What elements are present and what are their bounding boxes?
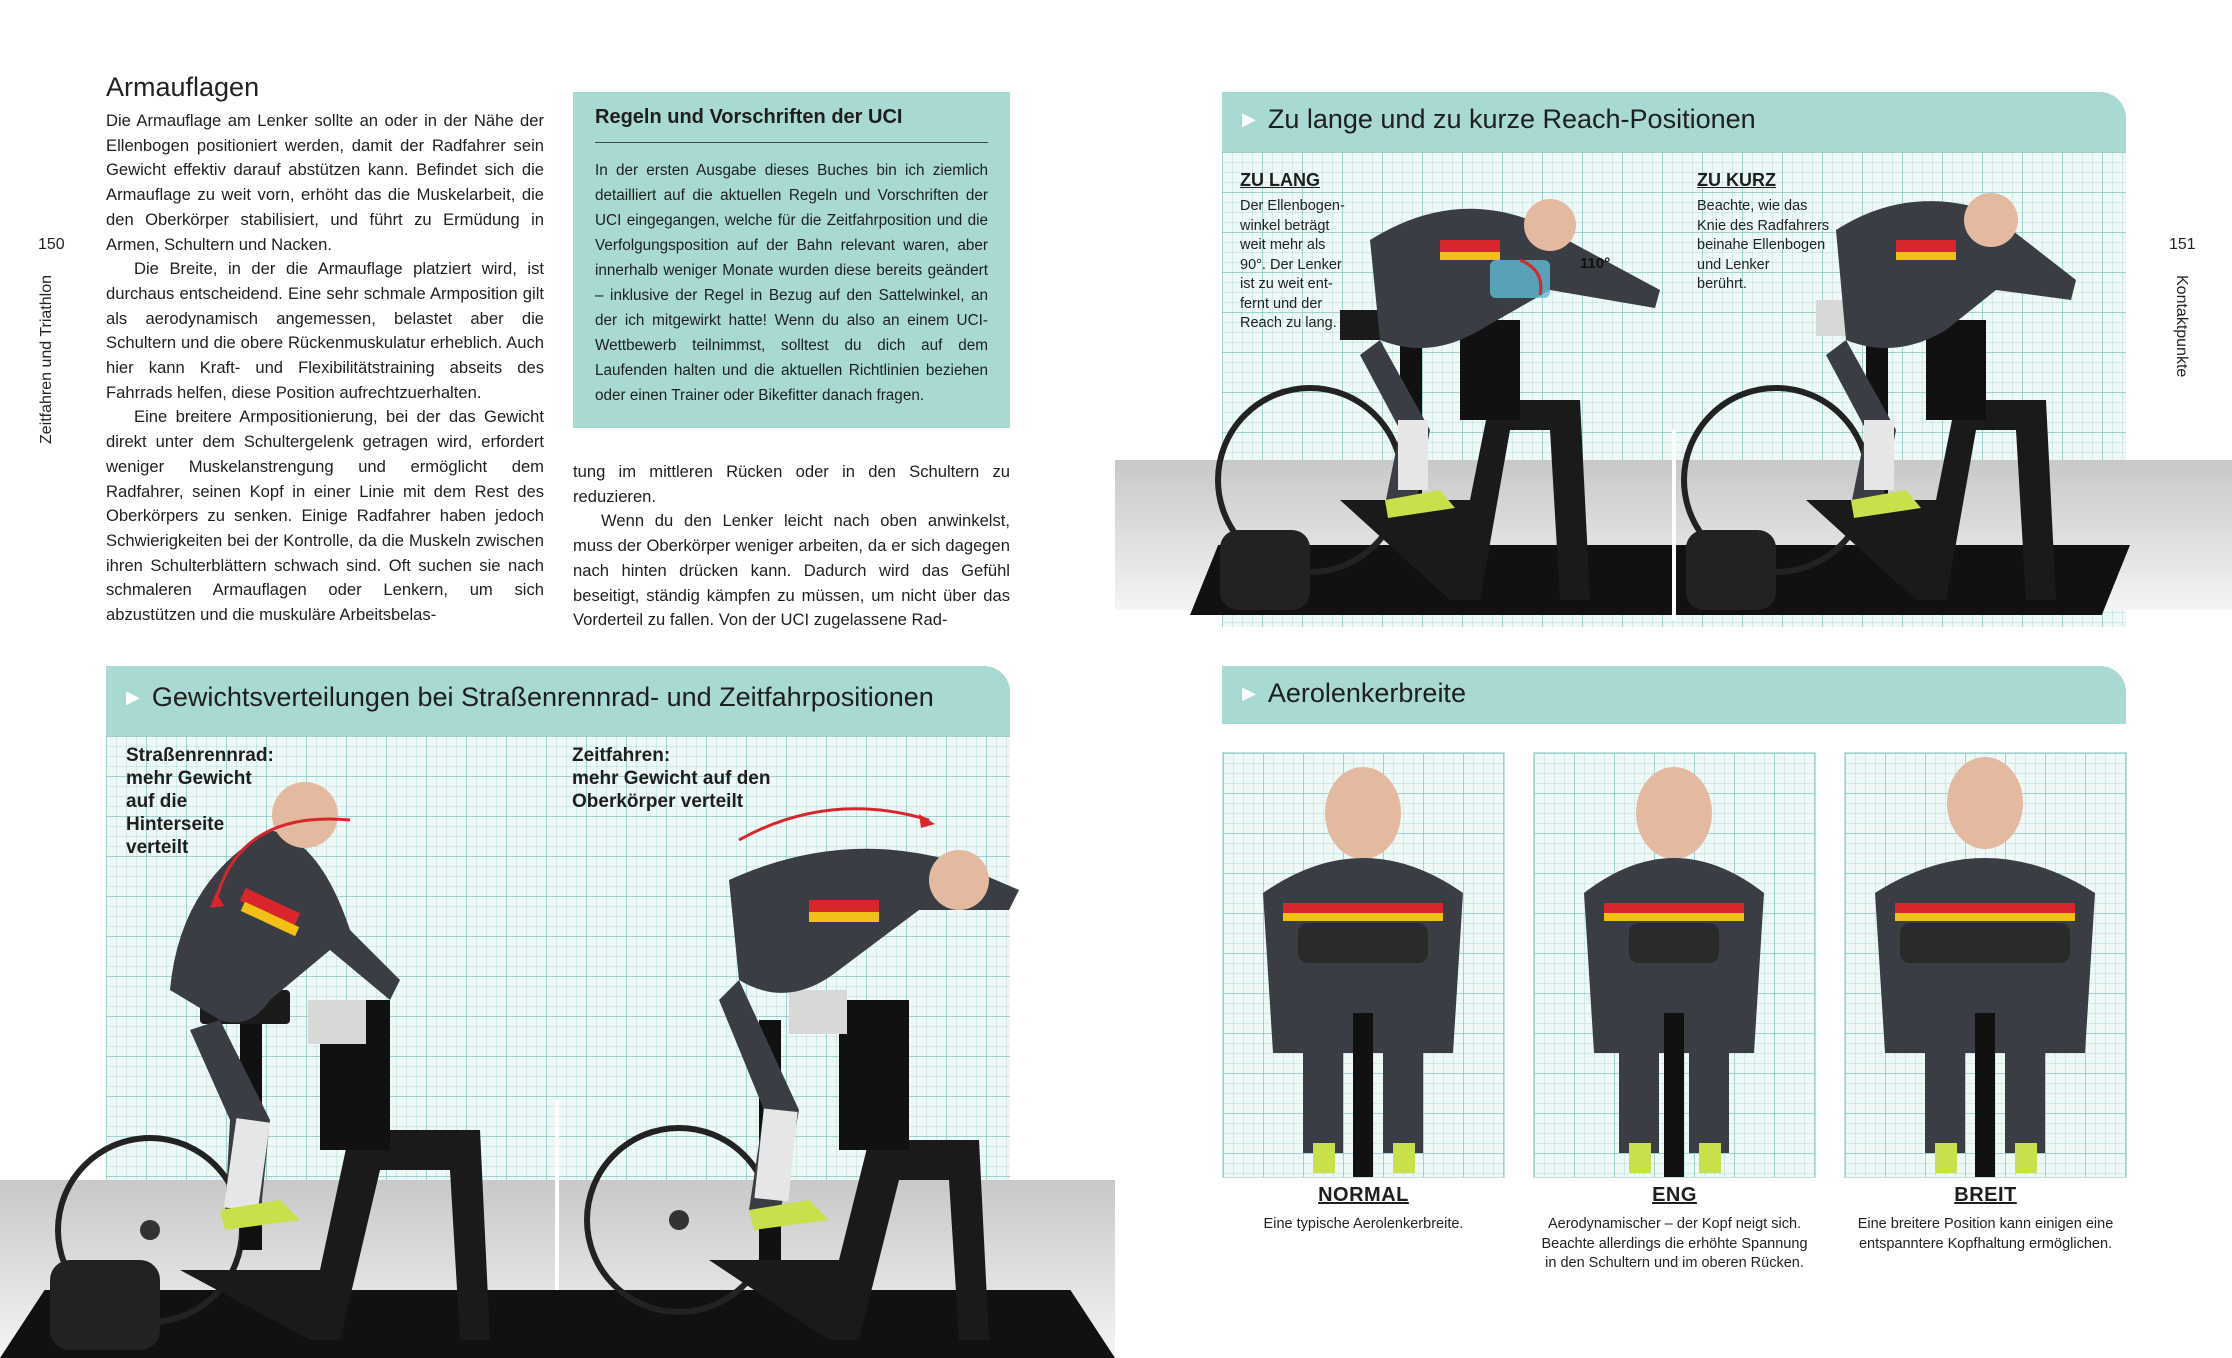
aero-photo-narrow <box>1533 752 1816 1178</box>
aero-caption-narrow: ENG Aerodynamischer – der Kopf neigt sich. Beachte allerdings die erhöhte Spannung in den Schultern und im oberen Rücken. <box>1523 1184 1826 1274</box>
reach-panel-title: ▶ Zu lange und zu kurze Reach-Positionen <box>1242 104 1756 134</box>
label-road-position: Straßenrennrad: mehr Gewicht auf die Hinterseite verteilt <box>126 745 274 858</box>
adjustment-plate <box>308 1000 366 1044</box>
paragraph: Die Breite, in der die Armauflage platziert wird, ist durchaus entscheidend. Eine sehr schmale Armposition gilt als aerodynamisch angemessen, belastet aber die Schultern und die obere Rückenmuskulatur erheblich. Auch hier kann Kraft- und Flexibilitätstraining abseits des Fahrrads helfen, diese Position aufrechtzuerhalten. <box>106 259 544 402</box>
rider-head <box>272 782 338 848</box>
aero-caption-head: BREIT <box>1954 1184 2017 1206</box>
tt-position-photo <box>559 780 1059 1358</box>
too-long-caption: ZU LANG Der Ellenbogen- winkel beträgt weit mehr als 90°. Der Lenker ist zu weit ent- fernt und der Reach zu lang. <box>1240 170 1345 331</box>
uci-info-box <box>573 92 1010 428</box>
fitting-bike-frame <box>180 1130 490 1340</box>
fitting-bike-frame <box>709 1140 989 1340</box>
aero-caption-normal: NORMAL Eine typische Aerolenkerbreite. <box>1222 1184 1505 1235</box>
too-short-caption: ZU KURZ Beachte, wie das Knie des Radfahrers beinahe Ellenbogen und Lenker berührt. <box>1697 170 1830 292</box>
running-head-right: Kontaktpunkte <box>2173 275 2190 378</box>
aero-photo-wide <box>1844 752 2127 1178</box>
reach-panel-header <box>1222 92 2126 152</box>
page-number-right: 151 <box>2169 236 2196 253</box>
aero-panel-header <box>1222 666 2126 724</box>
text-column-2 <box>573 460 1010 633</box>
aero-panel-title: ▶ Aerolenkerbreite <box>1242 678 1466 708</box>
paragraph: Eine breitere Armpositionierung, bei der das Gewicht direkt unter dem Schultergelenk getragen wird, erfordert weniger Muskelanstrengung und ermöglicht dem Radfahrer, seinen Kopf in einer Linie mit dem Rest des Oberkörpers zu senken. Einige Radfahrer haben jedoch Schwierigkeiten bei der Kontrolle, da die Muskeln zwischen ihren Schulterblättern schwach sind. Oft suchen sie nach schmaleren Armauflagen oder Lenkern, um sich abzustützen und die muskuläre Arbeitsbelas- <box>106 407 544 625</box>
aero-caption-head: ENG <box>1652 1184 1697 1206</box>
too-long-head: ZU LANG <box>1240 170 1320 190</box>
rider-head <box>929 850 989 910</box>
triangle-icon: ▶ <box>1242 109 1256 129</box>
uci-box-text: In der ersten Ausgabe dieses Buches bin ich ziemlich detailliert auf die aktuellen Regeln und Vorschriften der UCI eingegangen, welche für die Zeitfahrposition und die Verfolgungsposition auf der Bahn relevant waren, aber innerhalb weniger Monate wurden diese bereits geändert – inklusive der Regel in Bezug auf den Sattelwinkel, an der ich mitgewirkt hatte! Wenn du also an einem UCI-Wettbewerb teilnimmst, solltest du dich auf dem Laufenden halten und die aktuellen Richtlinien beziehen oder einen Trainer oder Bikefitter danach fragen. <box>595 162 988 404</box>
trainer-unit <box>50 1260 160 1350</box>
aero-photo-normal <box>1222 752 1505 1178</box>
too-short-head: ZU KURZ <box>1697 170 1776 190</box>
page-number-left: 150 <box>38 236 65 253</box>
running-head-left: Zeitfahren und Triathlon <box>38 275 55 444</box>
uci-box-title: Regeln und Vorschriften der UCI <box>595 106 903 128</box>
triangle-icon: ▶ <box>126 687 140 707</box>
paragraph: Die Armauflage am Lenker sollte an oder in der Nähe der Ellenbogen positioniert werden, damit der Radfahrer sein Gewicht effektiv darauf abstützen kann. Befindet sich die Armauflage zu weit vorn, erhöht das die Muskelarbeit, die den Oberkörper stabilisiert, und führt zu Ermüdung in Armen, Schultern und Nacken. <box>106 111 544 254</box>
adjustment-plate <box>789 990 847 1034</box>
aero-caption-head: NORMAL <box>1318 1184 1409 1206</box>
label-tt-position: Zeitfahren: mehr Gewicht auf den Oberkörper verteilt <box>572 745 771 812</box>
text-column-1 <box>106 109 544 628</box>
road-position-photo <box>20 700 560 1358</box>
elbow-angle-label: 110° <box>1580 255 1611 272</box>
paragraph: tung im mittleren Rücken oder in den Schultern zu reduzieren. <box>573 462 1010 506</box>
weight-arrow-tt <box>739 809 929 840</box>
aero-caption-wide: BREIT Eine breitere Position kann einigen eine entspanntere Kopfhaltung ermöglichen. <box>1834 1184 2137 1254</box>
section-heading: Armauflagen <box>106 72 260 102</box>
paragraph: Wenn du den Lenker leicht nach oben anwinkelst, muss der Oberkörper weniger arbeiten, da er sich dagegen nach hinten drücken kann. Dadurch wird das Gefühl beseitigt, ständig kämpfen zu müssen, um nicht über das Vorderteil zu fallen. Von der UCI zugelassene Rad- <box>573 511 1010 630</box>
weight-panel-title: ▶ Gewichtsverteilungen bei Straßenrennrad- und Zeitfahrpositionen <box>126 682 934 712</box>
triangle-icon: ▶ <box>1242 683 1256 703</box>
